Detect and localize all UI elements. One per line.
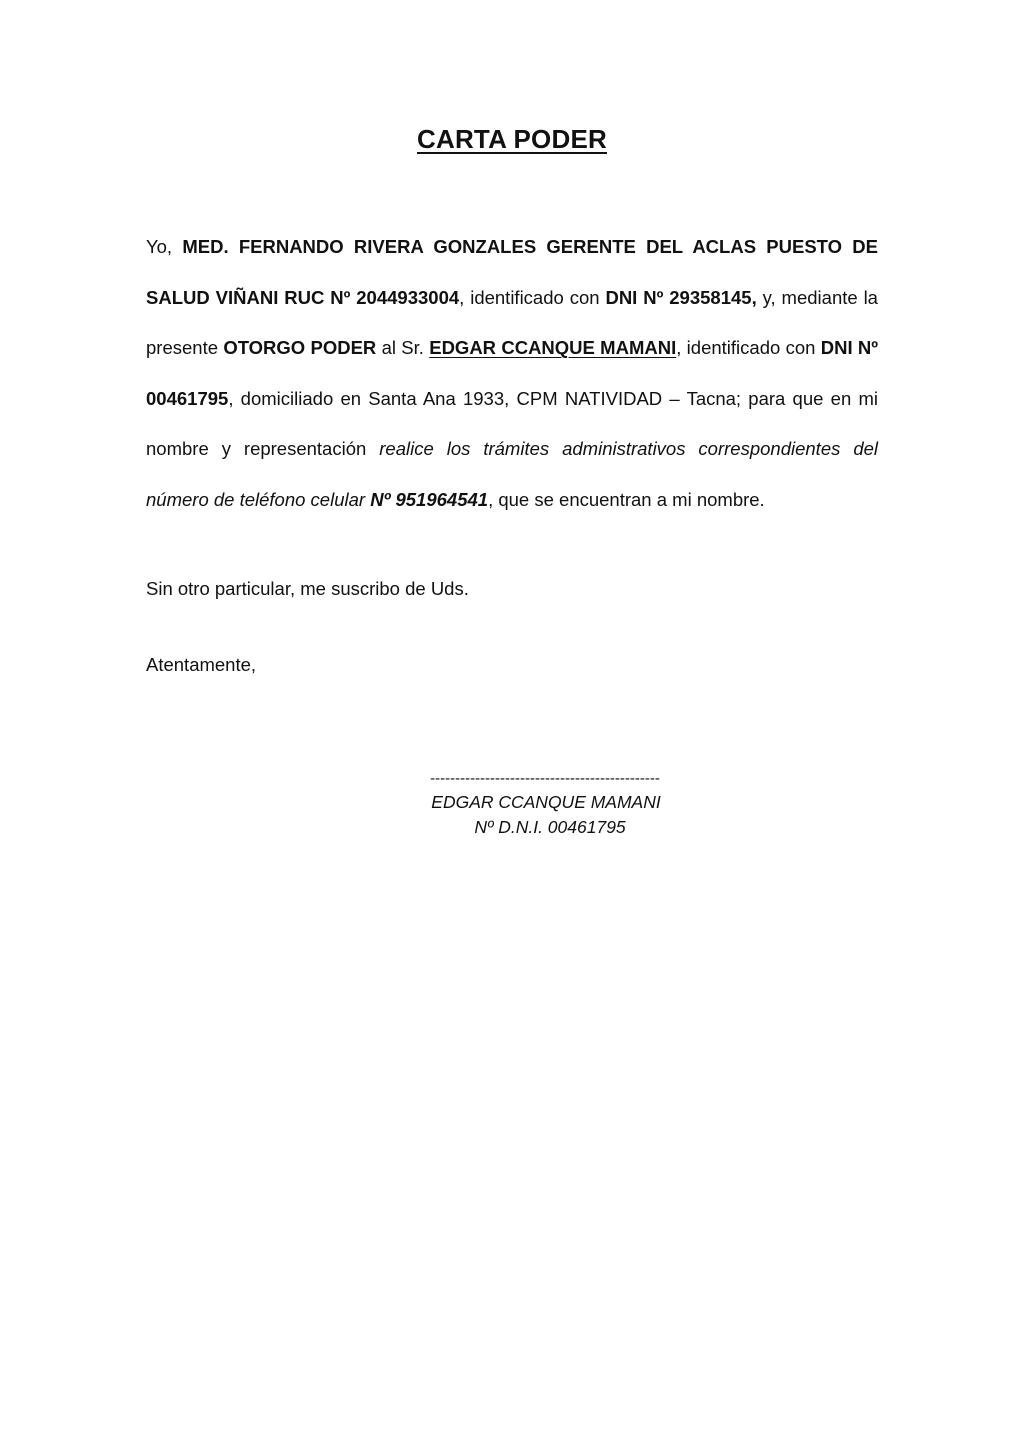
- closing-line: Sin otro particular, me suscribo de Uds.: [146, 578, 469, 599]
- text-presente: y, mediante la presente: [146, 286, 878, 358]
- signature-line: ----------------------------------------------: [430, 770, 660, 787]
- text-identified-2: , identificado con: [676, 337, 821, 358]
- text-identified-1: , identificado con: [459, 286, 606, 308]
- phone-number: Nº 951964541: [370, 488, 489, 510]
- grantor-identity: MED. FERNANDO RIVERA GONZALES GERENTE DEL ACLAS PUESTO DE SALUD VIÑANI RUC Nº 2044933004: [146, 236, 878, 308]
- text-domicile: , domiciliado en Santa Ana 1933, CPM NATIVIDAD – Tacna; para que en mi nombre y representación: [146, 387, 878, 459]
- text-tramites: realice los trámites administrativos correspondientes del número de teléfono celular: [146, 438, 879, 510]
- document-title: CARTA PODER: [417, 124, 607, 154]
- text-al-sr: al Sr.: [376, 337, 430, 358]
- grantee-dni: DNI Nº 00461795: [146, 337, 878, 409]
- otorgo-poder: OTORGO PODER: [223, 337, 377, 358]
- grantee-name: EDGAR CCANQUE MAMANI: [429, 337, 677, 358]
- grantor-dni: DNI Nº 29358145,: [605, 286, 757, 308]
- text-ending: , que se encuentran a mi nombre.: [488, 488, 765, 510]
- signature-name: EDGAR CCANQUE MAMANI: [431, 792, 661, 812]
- signature-block: [400, 768, 690, 840]
- body-paragraph: [146, 222, 878, 525]
- text-intro: Yo,: [146, 236, 183, 257]
- farewell: Atentamente,: [146, 654, 257, 675]
- signature-dni: Nº D.N.I. 00461795: [474, 817, 626, 837]
